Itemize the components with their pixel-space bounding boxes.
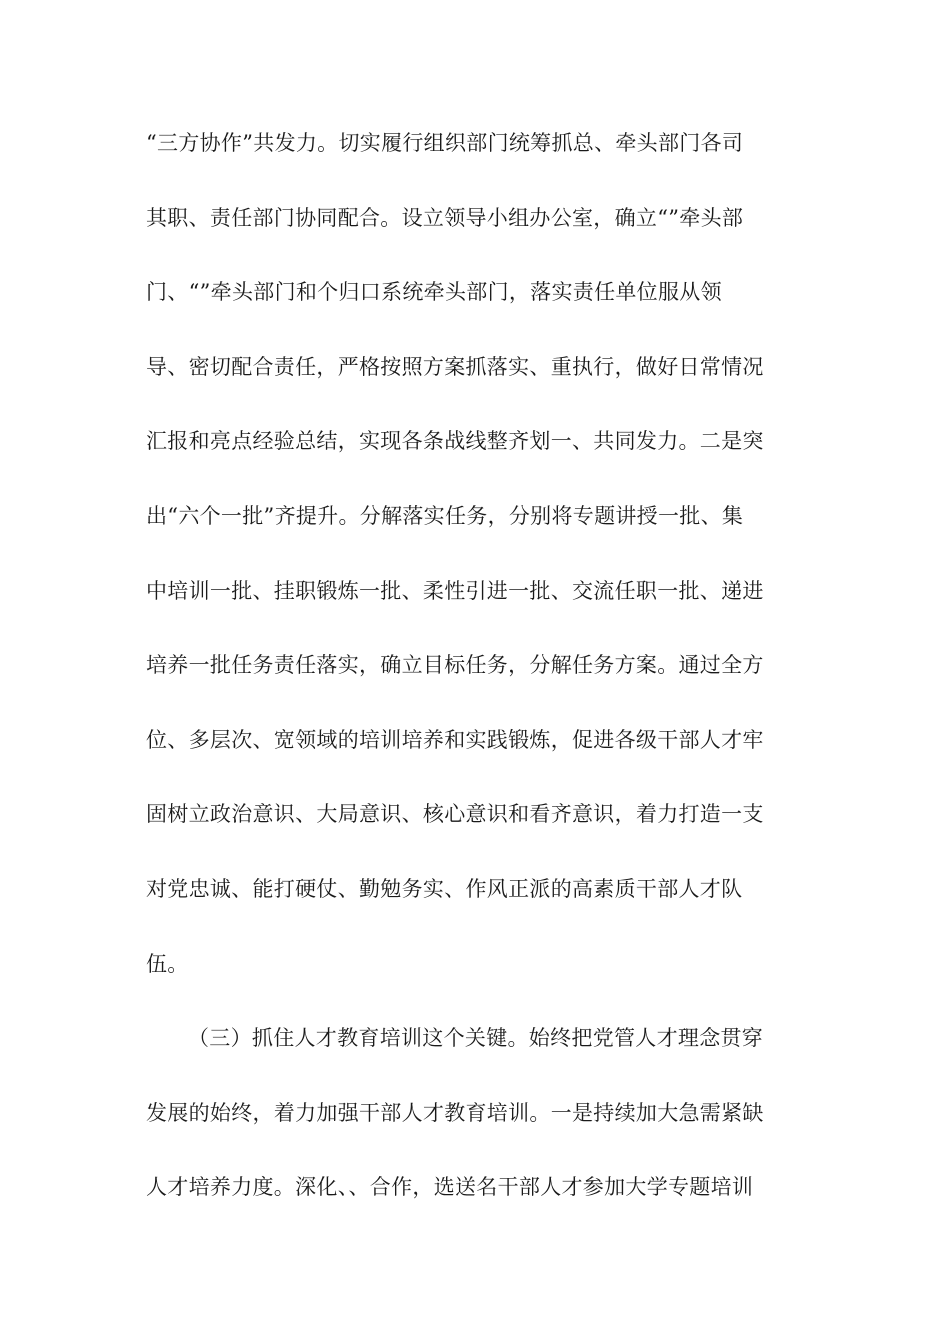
text-line: 对党忠诚、能打硬仗、勤勉务实、作风正派的高素质干部人才队 bbox=[146, 876, 743, 901]
text-line: 门、“”牵头部门和个归口系统牵头部门，落实责任单位服从领 bbox=[146, 280, 722, 305]
text-line: 中培训一批、挂职锻炼一批、柔性引进一批、交流任职一批、递进 bbox=[146, 578, 764, 603]
text-line: 人才培养力度。深化、、合作，选送名干部人才参加大学专题培训 bbox=[146, 1175, 754, 1200]
text-line: 位、多层次、宽领域的培训培养和实践锻炼，促进各级干部人才牢 bbox=[146, 727, 764, 752]
text-line: “三方协作”共发力。切实履行组织部门统筹抓总、牵头部门各司 bbox=[146, 131, 744, 155]
text-line: 其职、责任部门协同配合。设立领导小组办公室，确立“”牵头部 bbox=[146, 205, 744, 230]
text-line: 导、密切配合责任，严格按照方案抓落实、重执行，做好日常情况 bbox=[146, 354, 764, 379]
document-body bbox=[146, 127, 796, 1246]
section-heading-line: （三）抓住人才教育培训这个关键。始终把党管人才理念贯穿 bbox=[188, 1026, 764, 1051]
text-line: 汇报和亮点经验总结，实现各条战线整齐划一、共同发力。二是突 bbox=[146, 429, 764, 454]
text-line: 培养一批任务责任落实，确立目标任务，分解任务方案。通过全方 bbox=[146, 653, 764, 678]
text-line: 发展的始终，着力加强干部人才教育培训。一是持续加大急需紧缺 bbox=[146, 1100, 764, 1125]
text-line: 固树立政治意识、大局意识、核心意识和看齐意识，着力打造一支 bbox=[146, 802, 764, 827]
text-line: 出“六个一批”齐提升。分解落实任务，分别将专题讲授一批、集 bbox=[146, 503, 744, 528]
text-line: 伍。 bbox=[146, 951, 189, 976]
